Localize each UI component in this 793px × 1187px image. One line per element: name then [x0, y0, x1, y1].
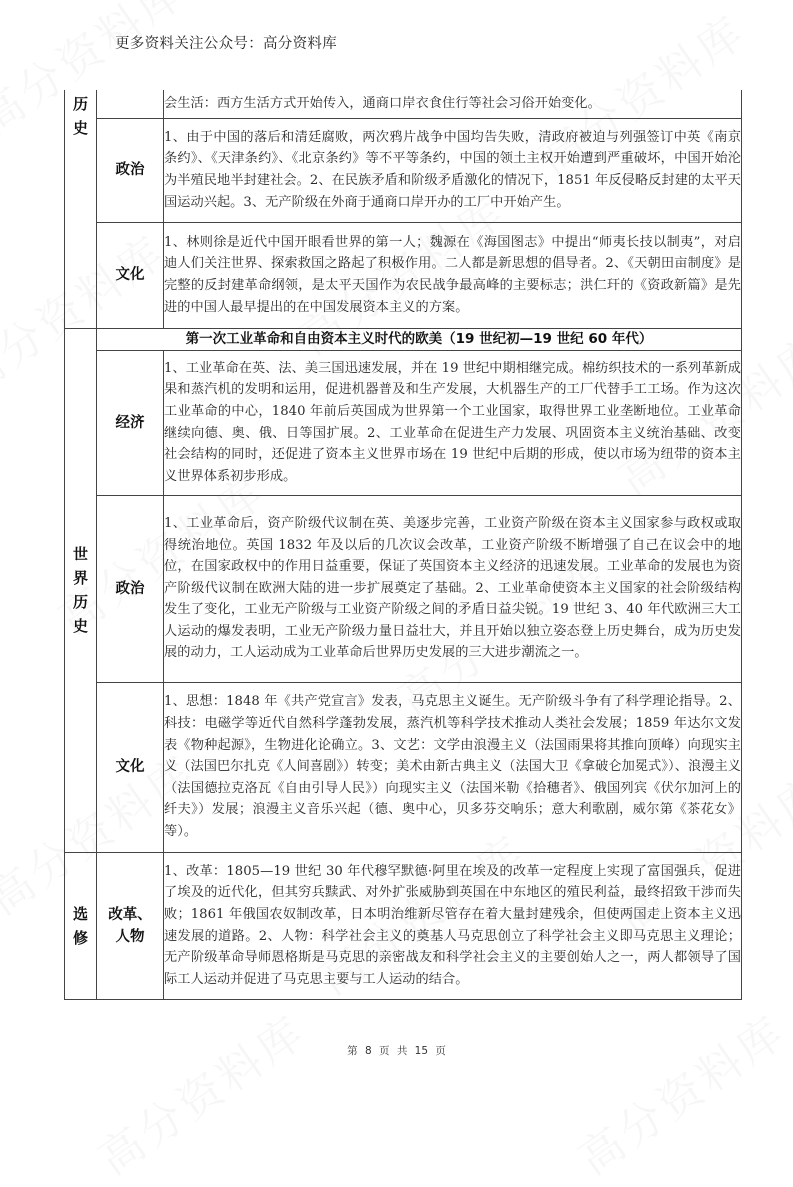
table-row — [65, 328, 742, 350]
watermark — [563, 997, 793, 1187]
section-label-elective: 选修 — [65, 852, 97, 999]
category-cell: 经济 — [97, 350, 164, 495]
header-note: 更多资料关注公众号：高分资料库 — [115, 36, 337, 52]
table-row — [65, 350, 742, 495]
content-cell: 1、思想：1848 年《共产党宣言》发表，马克思主义诞生。无产阶级斗争有了科学理论指导。2、科技：电磁学等近代自然科学蓬勃发展，蒸汽机等科学技术推动人类社会发展；1859 年达尔文发表《物种起源》，生物进化论确立。3、文艺：文学由浪漫主义（法国雨果将其推向顶峰）向现实主义（法国巴尔扎克《人间喜剧》）转变；美术由新古典主义（法国大卫《拿破仑加冕式》）、浪漫主义（法国德拉克洛瓦《自由引导人民》）向现实主义（法国米勒《拾穗者》、俄国列宾《伏尔加河上的纤夫》）发展；浪漫主义音乐兴起（德、奥中心，贝多芬交响乐；意大利歌剧，威尔第《茶花女》等）。 — [164, 682, 742, 852]
section-label-world-history: 世界历史 — [65, 328, 97, 852]
table-row — [65, 222, 742, 328]
table-row — [65, 682, 742, 852]
category-cell: 文化 — [97, 222, 164, 328]
section-heading: 第一次工业革命和自由资本主义时代的欧美（19 世纪初—19 世纪 60 年代） — [97, 328, 742, 350]
category-cell: 政治 — [97, 118, 164, 222]
content-cell: 1、工业革命后，资产阶级代议制在英、美逐步完善，工业资产阶级在资本主义国家参与政权或取得统治地位。英国 1832 年及以后的几次议会改革，工业资产阶级不断增强了自己在议会中的地位，在国家政权中的作用日益重要，保证了英国资本主义经济的迅速发展。工业革命的发展也为资产阶级代议制在欧洲大陆的进一步扩展奠定了基础。2、工业革命使资本主义国家的社会阶级结构发生了变化，工业无产阶级与工业资产阶级之间的矛盾日益尖锐。19 世纪 3、40 年代欧洲三大工人运动的爆发表明，工业无产阶级力量日益壮大，并且开始以独立姿态登上历史舞台，成为历史发展的动力，工人运动成为工业革命后世界历史发展的三大进步潮流之一。 — [164, 495, 742, 682]
history-summary-table — [64, 90, 742, 1000]
category-cell: 改革、人物 — [97, 852, 164, 999]
content-cell: 1、林则徐是近代中国开眼看世界的第一人；魏源在《海国图志》中提出“师夷长技以制夷”，对启迪人们关注世界、探索救国之路起了积极作用。二人都是新思想的倡导者。2、《天朝田亩制度》是完整的反封建革命纲领，是太平天国作为农民战争最高峰的主要标志；洪仁玕的《资政新篇》是先进的中国人最早提出的在中国发展资本主义的方案。 — [164, 222, 742, 328]
page-number: 第 8 页 共 15 页 — [347, 1045, 446, 1057]
table-row — [65, 90, 742, 118]
content-cell: 1、工业革命在英、法、美三国迅速发展，并在 19 世纪中期相继完成。棉纺织技术的一系列革新成果和蒸汽机的发明和运用，促进机器普及和生产发展，大机器生产的工厂代替手工工场。作为这次工业革命的中心，1840 年前后英国成为世界第一个工业国家，取得世界工业垄断地位。工业革命继续向德、奥、俄、日等国扩展。2、工业革命在促进生产力发展、巩固资本主义统治基础、改变社会结构的同时，还促进了资本主义世界市场在 19 世纪中后期的形成，使以市场为纽带的资本主义世界体系初步形成。 — [164, 350, 742, 495]
table-row — [65, 495, 742, 682]
category-cell — [97, 90, 164, 118]
table-row — [65, 852, 742, 999]
content-cell: 1、由于中国的落后和清廷腐败，两次鸦片战争中国均告失败，清政府被迫与列强签订中英《南京条约》、《天津条约》、《北京条约》等不平等条约，中国的领土主权开始遭到严重破坏，中国开始沦为半殖民地半封建社会。2、在民族矛盾和阶级矛盾激化的情况下，1851 年反侵略反封建的太平天国运动兴起。3、无产阶级在外商于通商口岸开办的工厂中开始产生。 — [164, 118, 742, 222]
category-cell: 政治 — [97, 495, 164, 682]
content-cell: 会生活：西方生活方式开始传入，通商口岸衣食住行等社会习俗开始变化。 — [164, 90, 742, 118]
content-cell: 1、改革：1805—19 世纪 30 年代穆罕默德·阿里在埃及的改革一定程度上实现了富国强兵，促进了埃及的近代化，但其穷兵黩武、对外扩张威胁到英国在中东地区的殖民利益，最终招致干涉而失败；1861 年俄国农奴制改革，日本明治维新尽管存在着大量封建残余，但使两国走上资本主义迅速发展的道路。2、人物：科学社会主义的奠基人马克思创立了科学社会主义即马克思主义理论；无产阶级革命导师恩格斯是马克思的亲密战友和科学社会主义的主要创始人之一，两人都领导了国际工人运动并促进了马克思主要与工人运动的结合。 — [164, 852, 742, 999]
category-cell: 文化 — [97, 682, 164, 852]
table-row — [65, 118, 742, 222]
watermark — [83, 997, 316, 1187]
section-label-china-history: 历史 — [65, 90, 97, 328]
